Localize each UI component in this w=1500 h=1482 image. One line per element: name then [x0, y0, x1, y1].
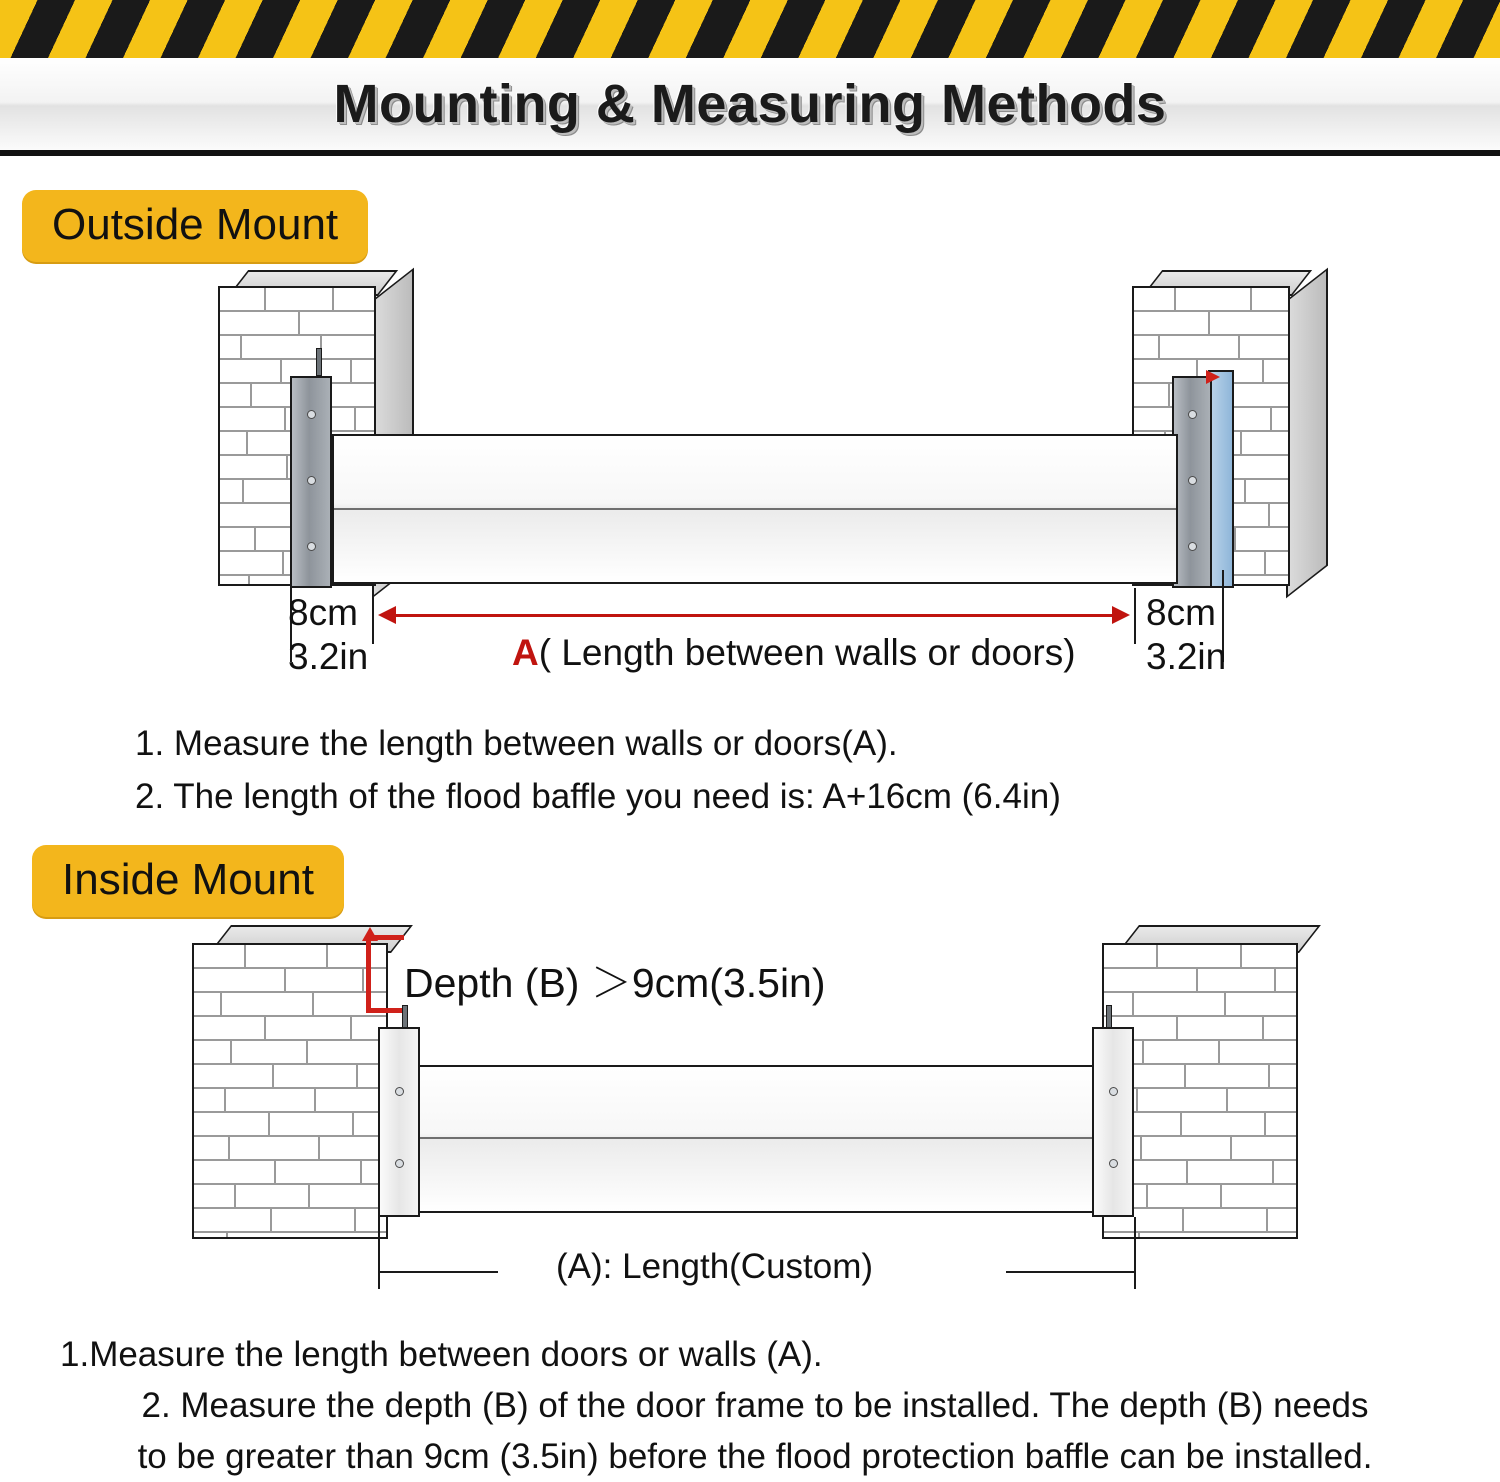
- inside-right-bracket-post: [1106, 1005, 1112, 1029]
- title-bar: [0, 58, 1500, 156]
- left-bracket-rail: [290, 376, 332, 588]
- span-arrow-right-icon: [1112, 606, 1130, 624]
- depth-requirement-note: Depth (B) ＞9cm(3.5in): [404, 950, 826, 1009]
- left-dim-tick-inner: [372, 588, 374, 644]
- right-margin-in: 3.2in: [1146, 636, 1226, 678]
- right-dim-tick-inner: [1134, 588, 1136, 644]
- inside-dim-line-left: [378, 1271, 498, 1273]
- outside-mount-diagram: [0, 270, 1500, 690]
- right-wall-side-face: [1286, 268, 1328, 599]
- right-bracket-callout-arrow-icon: [1206, 370, 1220, 384]
- outside-mount-steps: [135, 718, 1061, 823]
- span-arrow-left-icon: [378, 606, 396, 624]
- inside-flood-baffle-panel: [418, 1065, 1094, 1213]
- inside-step-2-line-1: 2. Measure the depth (B) of the door frame to be installed. The depth (B) needs: [60, 1381, 1450, 1432]
- inside-right-dim-tick: [1134, 1217, 1136, 1289]
- inside-step-2-line-2: to be greater than 9cm (3.5in) before the flood protection baffle can be installed.: [60, 1432, 1450, 1482]
- right-bracket-rail: [1172, 376, 1212, 588]
- section-badge-outside-mount: Outside Mount: [22, 190, 368, 262]
- outside-step-1: 1. Measure the length between walls or doors(A).: [135, 718, 1061, 771]
- right-margin-cm: 8cm: [1146, 592, 1216, 634]
- left-margin-cm: 8cm: [288, 592, 358, 634]
- inside-left-wall-brick: [192, 943, 388, 1239]
- hazard-stripe-band: [0, 0, 1500, 61]
- outside-step-2: 2. The length of the flood baffle you need is: A+16cm (6.4in): [135, 771, 1061, 824]
- left-bracket-post: [316, 348, 322, 376]
- left-margin-in: 3.2in: [288, 636, 368, 678]
- inside-step-1: 1.Measure the length between doors or walls (A).: [60, 1330, 1450, 1381]
- inside-mount-steps: [60, 1330, 1450, 1482]
- flood-baffle-panel: [332, 434, 1178, 584]
- page-title: Mounting & Measuring Methods: [334, 73, 1167, 135]
- inside-left-bracket-rail: [378, 1027, 420, 1217]
- section-badge-inside-mount: Inside Mount: [32, 845, 344, 917]
- span-label-letter: A: [512, 632, 539, 673]
- span-label-text: ( Length between walls or doors): [539, 632, 1076, 673]
- inside-left-dim-tick: [378, 1217, 380, 1289]
- depth-callout-arrow-icon: [362, 927, 378, 941]
- depth-callout-bracket: [366, 935, 404, 1013]
- inside-dim-line-right: [1006, 1271, 1136, 1273]
- inside-right-bracket-rail: [1092, 1027, 1134, 1217]
- inside-length-caption: (A): Length(Custom): [556, 1247, 873, 1287]
- span-dimension-line: [382, 614, 1126, 617]
